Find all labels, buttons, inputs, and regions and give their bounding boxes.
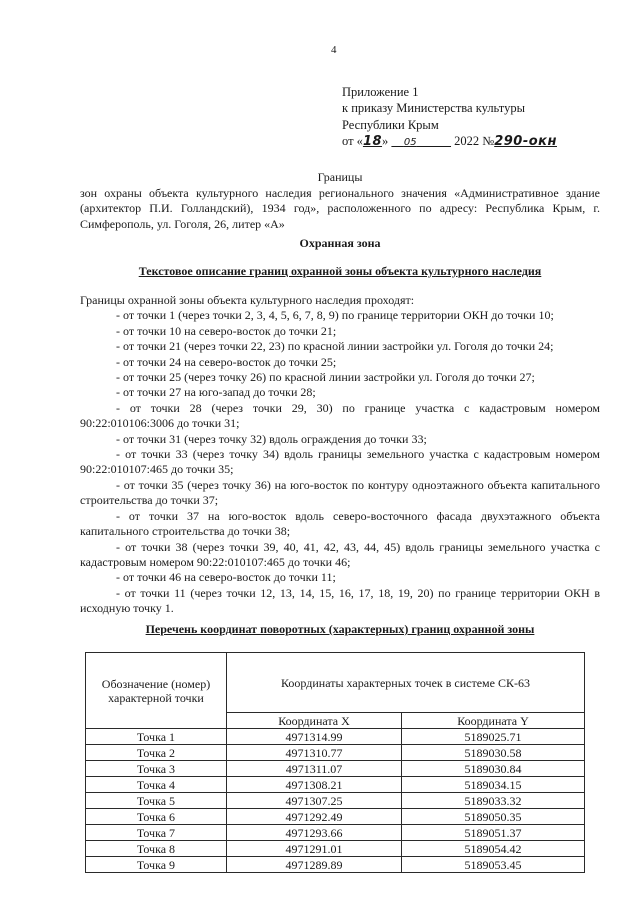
point-cell: Точка 1 bbox=[86, 729, 227, 745]
appendix-line-3: Республики Крым bbox=[342, 117, 439, 132]
date-month-field bbox=[391, 134, 451, 148]
description-heading: Текстовое описание границ охранной зоны объекта культурного наследия bbox=[138, 264, 542, 278]
description-item: - от точки 31 (через точку 32) вдоль ограждения до точки 33; bbox=[116, 431, 427, 446]
document-intro: зон охраны объекта культурного наследия регионального значения «Административное здание (архитектор П.И. Голландский), 1934 год», расположенного по адресу: Республика Крым, г. Симферополь, ул. Гоголя, 26, литер «А» bbox=[80, 186, 600, 231]
table-row bbox=[86, 857, 585, 873]
y-cell: 5189053.45 bbox=[402, 857, 585, 873]
description-item: - от точки 11 (через точки 12, 13, 14, 15, 16, 17, 18, 19, 20) по границе территории ОКН в исходную точку 1. bbox=[80, 585, 600, 616]
table-row bbox=[86, 809, 585, 825]
order-number: 290-окн bbox=[494, 133, 557, 149]
point-cell: Точка 6 bbox=[86, 809, 227, 825]
document-title: Границы bbox=[317, 170, 363, 184]
appendix-block bbox=[342, 84, 557, 151]
x-cell: 4971308.21 bbox=[227, 777, 402, 793]
y-column-header: Координата Y bbox=[402, 713, 585, 729]
y-cell: 5189054.42 bbox=[402, 841, 585, 857]
y-cell: 5189030.58 bbox=[402, 745, 585, 761]
description-item: - от точки 33 (через точку 34) вдоль границы земельного участка с кадастровым номером 90:22:010107:465 до точки 35; bbox=[80, 447, 600, 477]
date-day: 18 bbox=[362, 133, 383, 149]
description-item: - от точки 25 (через точку 26) по красной линии застройки ул. Гоголя до точки 27; bbox=[116, 370, 535, 385]
date-prefix: от « bbox=[342, 133, 363, 148]
point-cell: Точка 8 bbox=[86, 841, 227, 857]
y-cell: 5189034.15 bbox=[402, 777, 585, 793]
coordinates-group-header: Координаты характерных точек в системе СК-63 bbox=[227, 653, 585, 713]
date-mid: » bbox=[382, 133, 389, 148]
table-row bbox=[86, 793, 585, 809]
appendix-date-line bbox=[342, 133, 557, 151]
description-item: - от точки 35 (через точку 36) на юго-восток по контуру одноэтажного объекта капитального строительства до точки 37; bbox=[80, 477, 600, 508]
y-cell: 5189025.71 bbox=[402, 729, 585, 745]
point-column-header: Обозначение (номер) характерной точки bbox=[86, 653, 227, 729]
x-cell: 4971311.07 bbox=[227, 761, 402, 777]
description-item: - от точки 10 на северо-восток до точки 21; bbox=[116, 323, 337, 338]
x-cell: 4971314.99 bbox=[227, 729, 402, 745]
table-header-row bbox=[86, 653, 585, 713]
table-row bbox=[86, 761, 585, 777]
point-cell: Точка 9 bbox=[86, 857, 227, 873]
x-cell: 4971292.49 bbox=[227, 809, 402, 825]
appendix-line-2: к приказу Министерства культуры bbox=[342, 101, 525, 116]
point-cell: Точка 3 bbox=[86, 761, 227, 777]
description-item: - от точки 21 (через точки 22, 23) по красной линии застройки ул. Гоголя до точки 24; bbox=[116, 339, 554, 354]
point-cell: Точка 5 bbox=[86, 793, 227, 809]
table-row bbox=[86, 841, 585, 857]
date-month: 05 bbox=[403, 136, 417, 148]
page-number: 4 bbox=[331, 44, 337, 56]
x-cell: 4971291.01 bbox=[227, 841, 402, 857]
description-item: - от точки 38 (через точки 39, 40, 41, 42, 43, 44, 45) вдоль границы земельного участка с кадастровым номером 90:22:010107:465 до точки 46; bbox=[80, 539, 600, 569]
table-row bbox=[86, 825, 585, 841]
y-cell: 5189051.37 bbox=[402, 825, 585, 841]
point-cell: Точка 7 bbox=[86, 825, 227, 841]
description-item: - от точки 1 (через точки 2, 3, 4, 5, 6, 7, 8, 9) по границе территории ОКН до точки 10; bbox=[116, 308, 554, 323]
x-cell: 4971289.89 bbox=[227, 857, 402, 873]
point-cell: Точка 2 bbox=[86, 745, 227, 761]
y-cell: 5189030.84 bbox=[402, 761, 585, 777]
description-item: - от точки 46 на северо-восток до точки 11; bbox=[116, 570, 336, 585]
description-item: - от точки 37 на юго-восток вдоль северо-восточного фасада двухэтажного объекта капитального строительства до точки 38; bbox=[80, 508, 600, 539]
y-cell: 5189033.32 bbox=[402, 793, 585, 809]
y-cell: 5189050.35 bbox=[402, 809, 585, 825]
date-year: 2022 № bbox=[454, 133, 495, 148]
x-cell: 4971310.77 bbox=[227, 745, 402, 761]
boundary-description bbox=[80, 293, 600, 617]
table-row bbox=[86, 729, 585, 745]
x-cell: 4971293.66 bbox=[227, 825, 402, 841]
point-cell: Точка 4 bbox=[86, 777, 227, 793]
description-item: - от точки 24 на северо-восток до точки 25; bbox=[116, 354, 337, 369]
description-lead: Границы охранной зоны объекта культурного наследия проходят: bbox=[80, 293, 415, 307]
coordinates-heading: Перечень координат поворотных (характерных) границ охранной зоны bbox=[145, 622, 535, 636]
x-column-header: Координата X bbox=[227, 713, 402, 729]
description-item: - от точки 28 (через точки 29, 30) по границе участка с кадастровым номером 90:22:010106:3006 до точки 31; bbox=[80, 400, 600, 431]
table-row bbox=[86, 777, 585, 793]
table-row bbox=[86, 745, 585, 761]
zone-heading: Охранная зона bbox=[299, 236, 381, 250]
coordinates-table bbox=[85, 652, 585, 873]
description-item: - от точки 27 на юго-запад до точки 28; bbox=[116, 385, 316, 400]
x-cell: 4971307.25 bbox=[227, 793, 402, 809]
appendix-line-1: Приложение 1 bbox=[342, 85, 419, 99]
